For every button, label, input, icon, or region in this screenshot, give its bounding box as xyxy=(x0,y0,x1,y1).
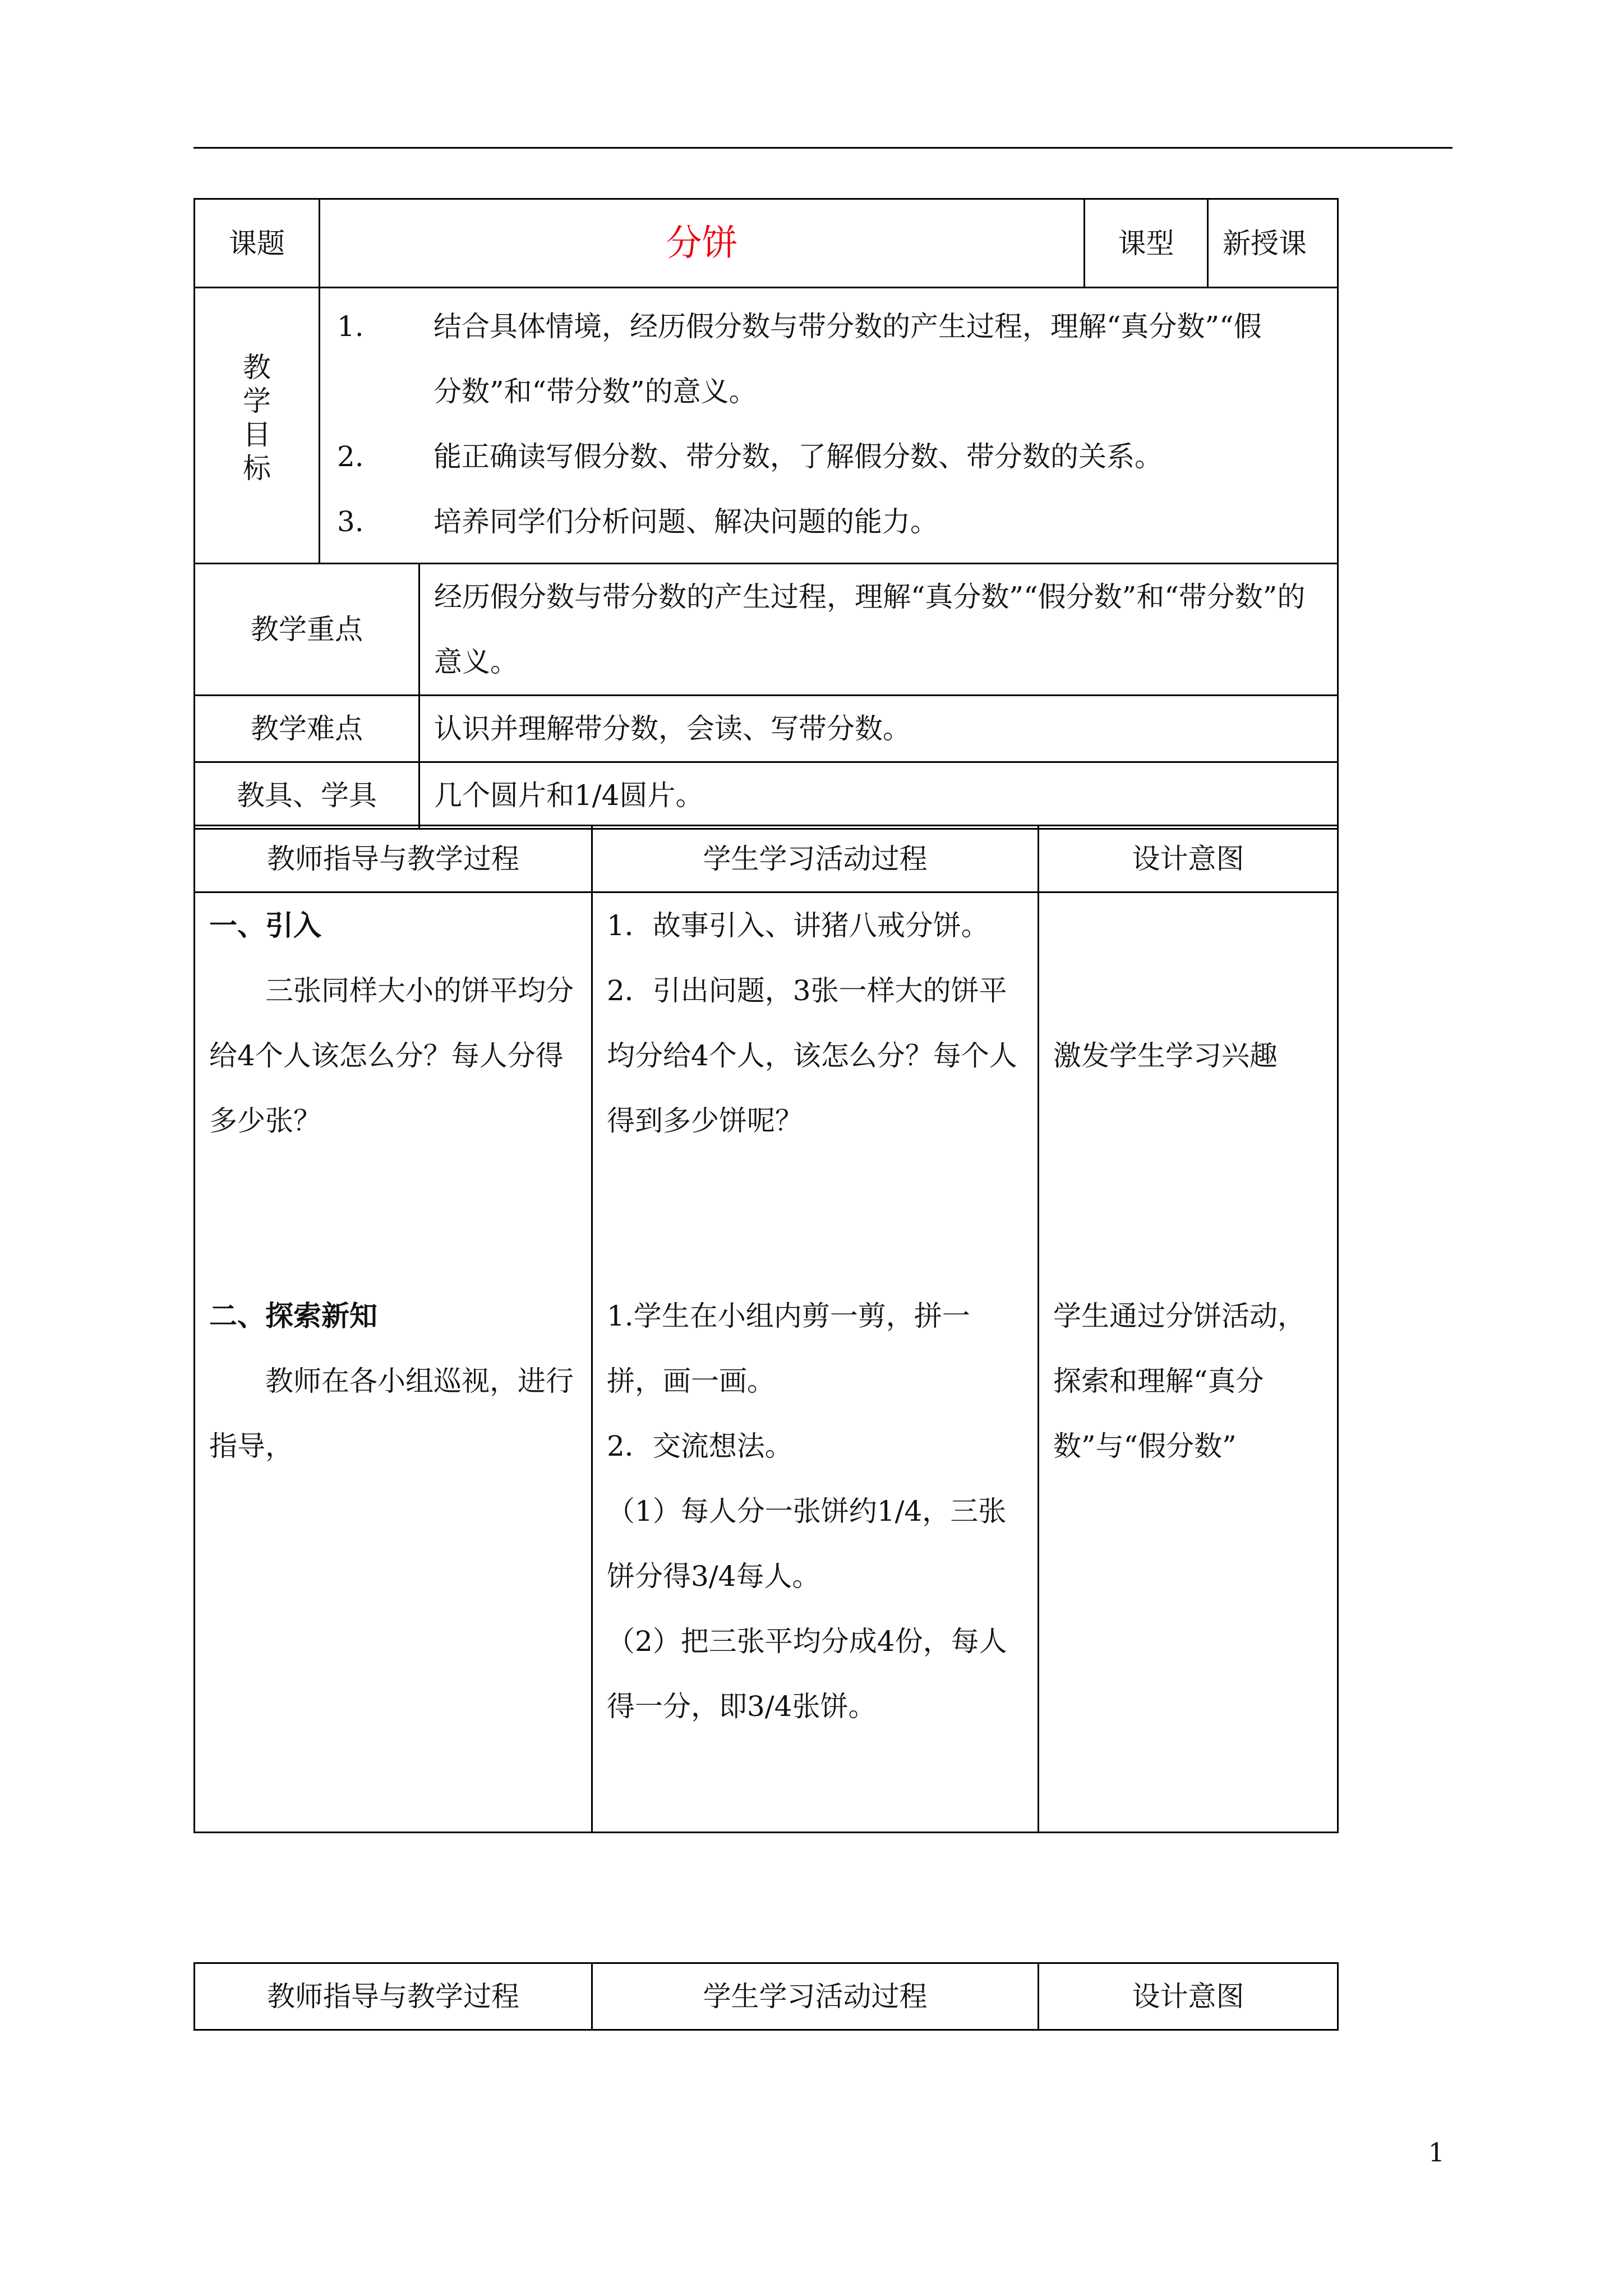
student-s2c: （1）每人分一张饼约1/4，三张饼分得3/4每人。 xyxy=(607,1495,1007,1593)
header2-teacher: 教师指导与教学过程 xyxy=(195,1963,592,2030)
ketì-label: 课题 xyxy=(195,199,320,288)
goal-number: 2. xyxy=(337,440,364,473)
goals-cell xyxy=(320,288,1338,564)
spacer xyxy=(209,1153,577,1283)
lesson-title: 分饼 xyxy=(320,199,1085,288)
student-cell xyxy=(592,892,1039,1833)
header2-intent: 设计意图 xyxy=(1039,1963,1338,2030)
key-label: 教学重点 xyxy=(195,564,419,696)
section1-title: 一、引入 xyxy=(209,909,321,942)
goal-item-cont xyxy=(320,359,1337,424)
spacer xyxy=(1053,1088,1323,1283)
section2-text: 教师在各小组巡视，进行指导， xyxy=(209,1365,574,1462)
student-s2b: 2．交流想法。 xyxy=(607,1430,793,1462)
goal-text: 培养同学们分析问题、解决问题的能力。 xyxy=(434,505,938,538)
goal-number: 1. xyxy=(337,310,364,343)
goal-item xyxy=(320,294,1337,359)
page-number: 1 xyxy=(1428,2137,1445,2168)
key-text: 经历假分数与带分数的产生过程，理解“真分数”“假分数”和“带分数”的意义。 xyxy=(419,564,1338,696)
tools-text: 几个圆片和1/4圆片。 xyxy=(419,762,1338,829)
goal-text: 能正确读写假分数、带分数，了解假分数、带分数的关系。 xyxy=(434,440,1163,473)
goal-item xyxy=(320,424,1337,489)
info-table xyxy=(193,198,1339,830)
intent-s2: 学生通过分饼活动，探索和理解“真分数”与“假分数” xyxy=(1053,1300,1306,1462)
student-s2d: （2）把三张平均分成4份，每人得一分，即3/4张饼。 xyxy=(607,1625,1007,1723)
goal-number: 3. xyxy=(337,505,364,538)
process-table xyxy=(193,825,1339,1833)
student-s2a: 1.学生在小组内剪一剪，拼一拼，画一画。 xyxy=(607,1300,970,1397)
kexing-value: 新授课 xyxy=(1208,199,1338,288)
spacer xyxy=(607,1153,1023,1283)
spacer xyxy=(1053,893,1323,1023)
kexing-label: 课型 xyxy=(1085,199,1208,288)
difficulty-label: 教学难点 xyxy=(195,696,419,762)
section2-title: 二、探索新知 xyxy=(209,1299,377,1332)
student-s1b: 2．引出问题，3张一样大的饼平均分给4个人，该怎么分？每个人得到多少饼呢？ xyxy=(607,974,1017,1137)
intent-cell xyxy=(1039,892,1338,1833)
teacher-cell xyxy=(195,892,592,1833)
header-teacher: 教师指导与教学过程 xyxy=(195,826,592,892)
goal-item xyxy=(320,489,1337,554)
intent-s1: 激发学生学习兴趣 xyxy=(1053,1039,1278,1072)
goal-text-cont: 分数”和“带分数”的意义。 xyxy=(434,375,757,408)
goals-label: 教学目标 xyxy=(243,351,271,485)
student-s1a: 1．故事引入、讲猪八戒分饼。 xyxy=(607,909,989,942)
tools-label: 教具、学具 xyxy=(195,762,419,829)
header-student: 学生学习活动过程 xyxy=(592,826,1039,892)
header-rule xyxy=(193,147,1453,149)
goal-text: 结合具体情境，经历假分数与带分数的产生过程，理解“真分数”“假 xyxy=(434,310,1262,343)
header-intent: 设计意图 xyxy=(1039,826,1338,892)
difficulty-text: 认识并理解带分数，会读、写带分数。 xyxy=(419,696,1338,762)
process-table-2 xyxy=(193,1962,1339,2031)
header2-student: 学生学习活动过程 xyxy=(592,1963,1039,2030)
goals-label-cell xyxy=(195,288,320,564)
section1-text: 三张同样大小的饼平均分给4个人该怎么分？每人分得多少张？ xyxy=(209,974,574,1137)
